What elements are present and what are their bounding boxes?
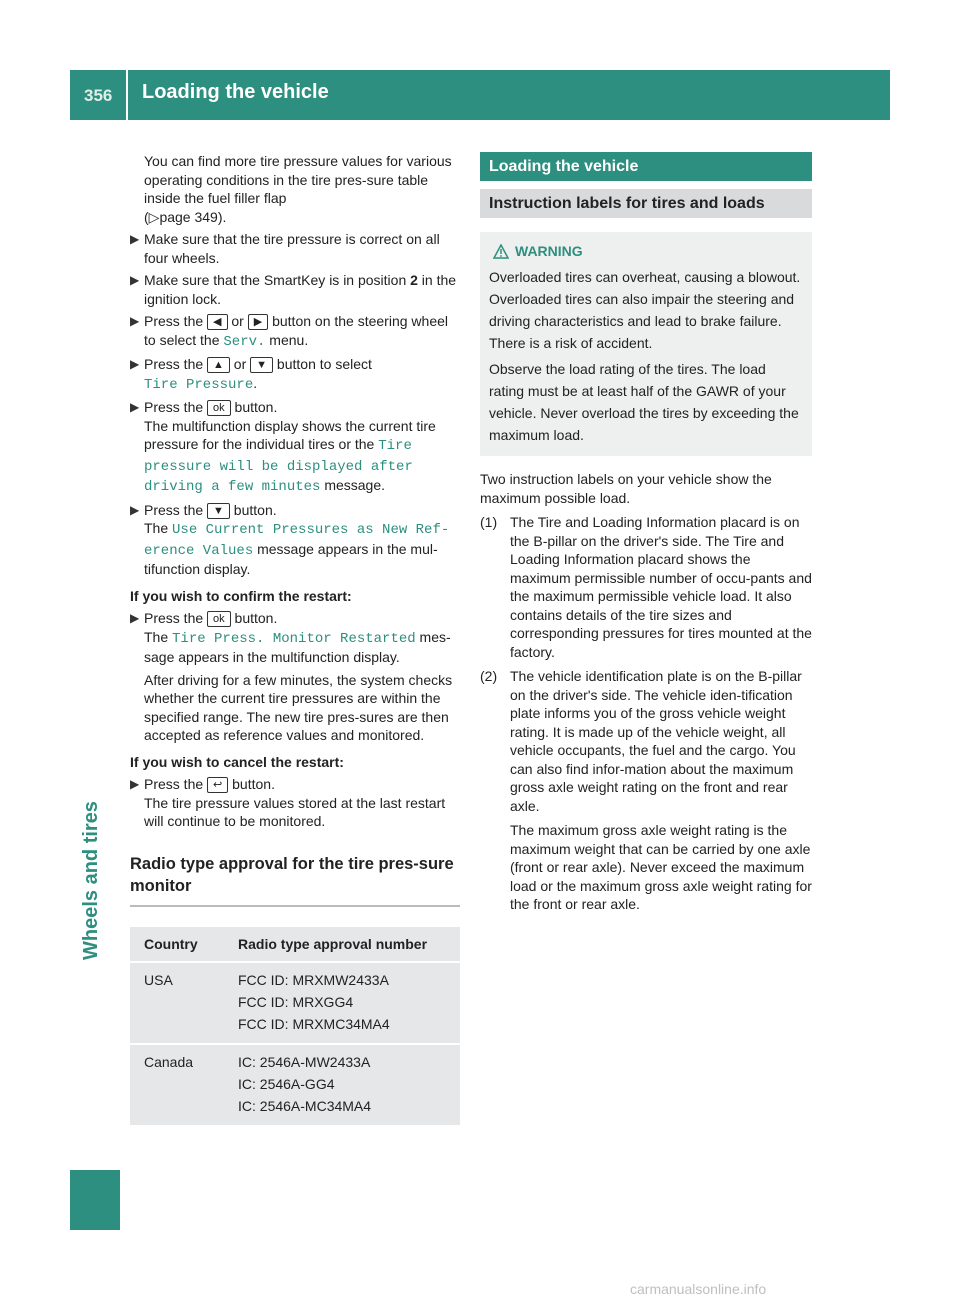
display-message: Use Current Pressures as New Ref-erence Values: [144, 522, 450, 559]
list-number: (1): [480, 514, 498, 530]
labels-intro: Two instruction labels on your vehicle show the maximum possible load.: [480, 471, 772, 506]
right-arrow-key-icon: ▶: [248, 314, 268, 330]
cell-country: Canada: [130, 1045, 224, 1125]
step-text: The: [144, 520, 173, 536]
step-text: The tire pressure values stored at the last restart will continue to be monitored.: [144, 794, 446, 829]
step-arrow-icon: ▶: [130, 400, 140, 414]
menu-serv: Serv.: [223, 333, 266, 350]
warning-title: [489, 240, 803, 262]
step-text: Make sure that the SmartKey is in position: [144, 272, 411, 288]
step-text: Press the: [144, 776, 208, 792]
step-text: Press the: [144, 356, 208, 372]
step-select-serv: [130, 312, 460, 351]
cell-numbers: [224, 1045, 460, 1125]
step-text: button.: [230, 610, 278, 626]
table-row: [130, 963, 460, 1043]
display-message: Tire Press. Monitor Restarted: [172, 630, 416, 647]
step-arrow-icon: ▶: [130, 273, 140, 287]
step-arrow-icon: ▶: [130, 357, 140, 371]
table-header-row: [130, 927, 460, 962]
list-text: The Tire and Loading Information placard is on the B-pillar on the driver's side. The Tire and Loading Information placard shows the maximum permissible number of occu-pants and the maximum permissible vehicle load. It also contains details of the tire sizes and corresponding pressures for tires mounted at the factory.: [510, 514, 812, 660]
table-row: [130, 1045, 460, 1125]
cell-country: USA: [130, 963, 224, 1043]
step-arrow-icon: ▶: [130, 777, 140, 791]
left-column: [130, 152, 460, 1127]
step-check-pressure: [130, 230, 460, 267]
page-ref-arrow-icon: ▷: [148, 208, 160, 225]
column-header-number: Radio type approval number: [224, 927, 460, 962]
step-text: message appears in the mul-tifunction display.: [144, 540, 438, 577]
menu-tire-pressure: Tire Pressure: [144, 376, 254, 393]
down-arrow-key-icon: ▼: [207, 503, 230, 519]
step-select-tire-pressure: [130, 355, 460, 394]
section-heading: Loading the vehicle: [480, 152, 812, 181]
list-text: The maximum gross axle weight rating is the maximum weight that can be carried by one axle (front or rear axle). Never exceed the maximum load or the maximum gross axle weight rating for the front or rear axle.: [510, 822, 812, 912]
side-tab-label: Wheels and tires: [80, 801, 102, 960]
display-message: Tire pressure will be displayed after driving a few minutes: [144, 438, 413, 495]
step-text: button on the steering wheel to select the: [144, 313, 448, 348]
step-confirm-ok: [130, 609, 460, 745]
step-arrow-icon: ▶: [130, 502, 140, 517]
side-tab: [70, 120, 120, 1230]
step-text: mes-sage appears in the multifunction display.: [144, 628, 451, 665]
radio-approval-title: Radio type approval for the tire pres-sure monitor: [130, 853, 460, 907]
approval-number: IC: 2546A-GG4: [238, 1076, 335, 1092]
watermark: carmanualsonline.info: [630, 1281, 767, 1297]
radio-approval-table: [130, 925, 460, 1128]
right-column: [480, 152, 812, 914]
step-text: or: [227, 313, 248, 329]
header-separator: [126, 70, 128, 120]
step-text: button.: [229, 501, 277, 518]
cancel-heading: If you wish to cancel the restart:: [130, 753, 344, 770]
left-arrow-key-icon: ◀: [207, 314, 227, 330]
side-tab-marker: [70, 1170, 120, 1230]
step-text: button.: [230, 399, 278, 415]
intro-line: You can find more tire pressure values for various operating conditions in the tire pres-sure table inside the fuel filler flap: [144, 153, 452, 206]
step-text: Make sure that the tire pressure is correct on all four wheels.: [144, 231, 440, 266]
column-header-country: Country: [130, 927, 224, 962]
cell-numbers: [224, 963, 460, 1043]
side-tab-label-wrap: [82, 720, 102, 960]
step-arrow-icon: ▶: [130, 232, 140, 246]
step-cancel-back: [130, 775, 460, 831]
approval-number: FCC ID: MRXMC34MA4: [238, 1016, 390, 1032]
step-text: Press the: [144, 313, 208, 329]
step-text: Press the: [144, 399, 208, 415]
approval-number: FCC ID: MRXGG4: [238, 994, 354, 1010]
approval-number: IC: 2546A-MC34MA4: [238, 1098, 372, 1114]
step-text: message.: [320, 477, 386, 493]
warning-triangle-icon: [493, 244, 509, 259]
step-text: or: [229, 356, 251, 372]
down-arrow-key-icon: ▼: [250, 357, 273, 373]
page-number: 356: [84, 86, 113, 105]
step-text: The multifunction display shows the current tire pressure for the individual tires or the: [144, 417, 436, 452]
list-item: [480, 513, 812, 661]
warning-label: WARNING: [515, 243, 583, 259]
step-text: Press the: [144, 501, 208, 518]
page-title: Loading the vehicle: [142, 81, 329, 103]
step-press-down: [130, 501, 460, 579]
confirm-heading: If you wish to confirm the restart:: [130, 587, 352, 604]
approval-number: FCC ID: MRXMW2433A: [238, 972, 389, 988]
up-arrow-key-icon: ▲: [207, 357, 230, 373]
ok-key-icon: ok: [207, 611, 231, 627]
step-text: button to select: [273, 356, 372, 372]
step-text: .: [253, 374, 258, 391]
step-note: After driving for a few minutes, the system checks whether the current tire pressures are within the specified range. The new tire pres-sures are then accepted as reference values and monitored.: [144, 671, 453, 743]
intro-page-ref[interactable]: page 349).: [159, 208, 227, 225]
step-text: button.: [228, 776, 275, 792]
warning-text: Observe the load rating of the tires. The load rating must be at least half of the GAWR of your vehicle. Never overload the tires by exceeding the maximum load.: [489, 361, 799, 443]
intro-text: [130, 152, 460, 226]
step-arrow-icon: ▶: [130, 314, 140, 328]
list-text: The vehicle identification plate is on the B-pillar on the driver's side. The vehicle iden-tification plate informs you of the gross vehicle weight rating. It is made up of the vehicle weight, all vehicle occupants, the fuel and the cargo. You can also find infor-mation about the maximum gross axle weight rating on the front and rear axle.: [510, 668, 802, 814]
list-item: [480, 667, 812, 914]
step-press-ok: [130, 398, 460, 497]
sub-heading: Instruction labels for tires and loads: [480, 189, 812, 218]
step-text: in the ignition lock.: [144, 272, 457, 307]
step-text: Press the: [144, 610, 208, 626]
step-text: The: [144, 628, 173, 645]
step-position: 2: [410, 272, 418, 288]
warning-box: [480, 232, 812, 456]
warning-text: Overloaded tires can overheat, causing a blowout. Overloaded tires can also impair the steering and driving characteristics and lead to brake failure. There is a risk of accident.: [489, 269, 801, 351]
back-key-icon: ↩: [207, 777, 228, 793]
intro-paren: (: [144, 208, 149, 225]
step-text: menu.: [265, 331, 309, 348]
list-number: (2): [480, 668, 498, 684]
header-bar: [70, 70, 890, 120]
approval-number: IC: 2546A-MW2433A: [238, 1054, 371, 1070]
step-smartkey: [130, 271, 460, 308]
step-arrow-icon: ▶: [130, 611, 140, 625]
ok-key-icon: ok: [207, 400, 231, 416]
